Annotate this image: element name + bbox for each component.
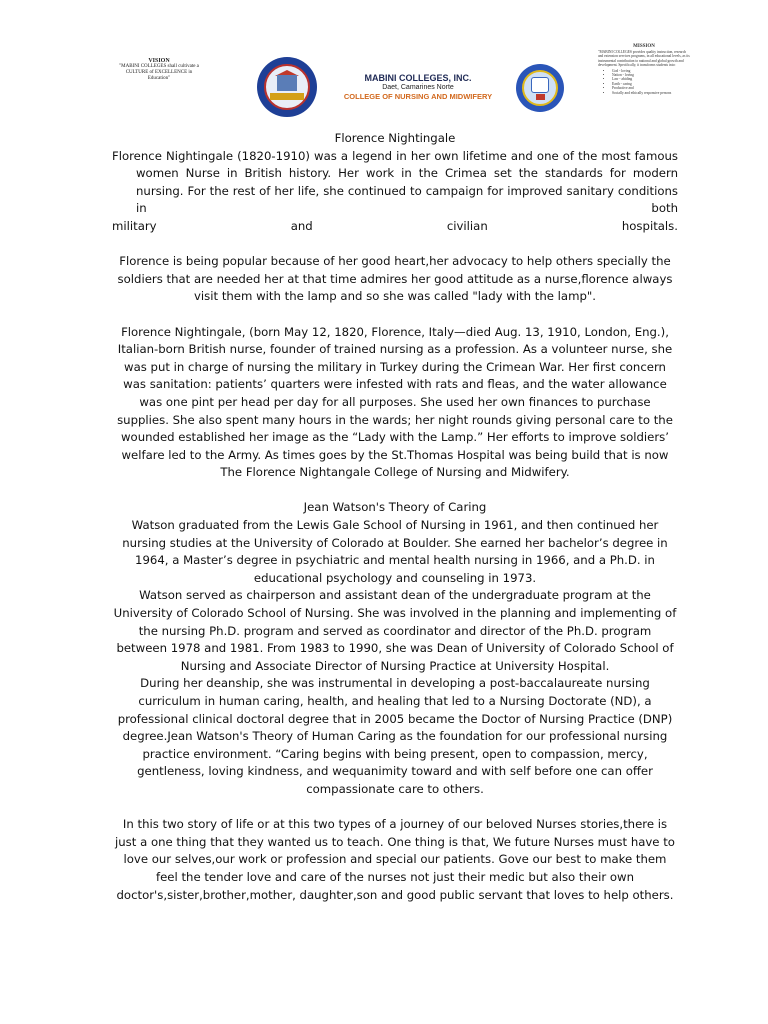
- watson-paragraph-1: Watson graduated from the Lewis Gale School of Nursing in 1961, and then continued her nursing studies at the University of Colorado at Boulder. She earned her bachelor’s degree in 1964, a Master’s degree in psychiatric and mental health nursing in 1966, and a Ph.D. in educational psychology and counseling in 1973.: [122, 518, 668, 585]
- mission-item: • God - loving: [612, 69, 690, 73]
- college-department: COLLEGE OF NURSING AND MIDWIFERY: [343, 92, 493, 101]
- letterhead: [0, 0, 768, 120]
- nursing-college-seal-icon: [516, 64, 564, 112]
- nightingale-paragraph-2: Florence is being popular because of her good heart,her advocacy to help others specially the soldiers that are needed her at that time admires her good attitude as a nurse,florence always visit them with the lamp and so she was called "lady with the lamp".: [117, 254, 673, 304]
- college-location: Daet, Camarines Norte: [382, 84, 454, 91]
- watson-paragraph-3: During her deanship, she was instrumental in developing a post-baccalaureate nursing curriculum in human caring, health, and healing that led to a Nursing Doctorate (ND), a professional clinical doctoral degree that in 2005 became the Doctor of Nursing Practice (DNP) degree.Jean Watson's Theory of Human Caring as the foundation for our professional nursing practice environment. “Caring begins with being present, open to compassion, mercy, gentleness, loving kindness, and wequanimity toward and with self before one can offer compassionate care to others.: [117, 676, 673, 796]
- mission-item: • Nation - loving: [612, 73, 690, 77]
- college-heading: [322, 73, 514, 101]
- vision-statement: [118, 58, 200, 82]
- nightingale-paragraph-3: Florence Nightingale, (born May 12, 1820, Florence, Italy—died Aug. 13, 1910, London, Eng.), Italian-born British nurse, founder of trained nursing as a profession. As a volunteer nurse, she was put in charge of nursing the military in Turkey during the Crimean War. Her first concern was sanitation: patients’ quarters were infested with rats and fleas, and the water allowance was one pint per head per day for all purposes. She used her own finances to purchase supplies. She also spent many hours in the wards; her night rounds giving personal care to the wounded established her image as the “Lady with the Lamp.” Her efforts to improve soldiers’ welfare led to the Army. As times goes by the St.Thomas Hospital was being build that is now The Florence Nightangale College of Nursing and Midwifery.: [117, 324, 673, 480]
- watson-paragraph-2: Watson served as chairperson and assistant dean of the undergraduate program at the University of Colorado School of Nursing. She was involved in the planning and implementing of the nursing Ph.D. program and served as coordinator and director of the Ph.D. program between 1978 and 1981. From 1983 to 1990, she was Dean of University of Colorado School of Nursing and Associate Director of Nursing Practice at University Hospital.: [113, 588, 677, 673]
- vision-text: "MABINI COLLEGES shall cultivate a CULTURE of EXCELLENCE in Education": [119, 64, 199, 81]
- mission-list: [612, 69, 690, 95]
- mission-item: • Earth - caring: [612, 82, 690, 86]
- mission-item: • Productive and: [612, 86, 690, 90]
- mission-text: "MABINI COLLEGES provides quality instruction, research and extension services programs, in all educational levels, as its instrumental contribution to national and global growth and development. Specifically, it transforms students into:: [598, 50, 690, 68]
- watson-title: Jean Watson's Theory of Caring: [303, 500, 487, 515]
- mission-statement: [598, 44, 690, 95]
- mission-item: • Law - abiding: [612, 77, 690, 81]
- conclusion-paragraph: In this two story of life or at this two types of a journey of our beloved Nurses stories,there is just a one thing that they wanted us to teach. One thing is that, We future Nurses must have to love our selves,our work or profession and special our patients. Gove our best to make them feel the tender love and care of the nurses not just their medic but also their own doctor's,sister,brother,mother, daughter,son and good public servant that loves to help others.: [115, 817, 675, 902]
- college-name: MABINI COLLEGES, INC.: [364, 73, 472, 83]
- nightingale-title: Florence Nightingale: [334, 131, 456, 145]
- mission-item: • Socially and ethically responsive persons: [612, 91, 690, 95]
- nightingale-paragraph-1-last-line: military and civilian hospitals.: [112, 218, 678, 233]
- nightingale-paragraph-1: Florence Nightingale (1820-1910) was a legend in her own lifetime and one of the most famous women Nurse in British history. Her work in the Crimea set the standards for modern nursing. For the rest of her life, she continued to campaign for improved sanitary conditions in both: [112, 148, 678, 216]
- mabini-colleges-seal-icon: [257, 57, 317, 117]
- document-body: [112, 130, 678, 904]
- mission-title: MISSION: [633, 44, 655, 49]
- vision-title: VISION: [148, 58, 170, 64]
